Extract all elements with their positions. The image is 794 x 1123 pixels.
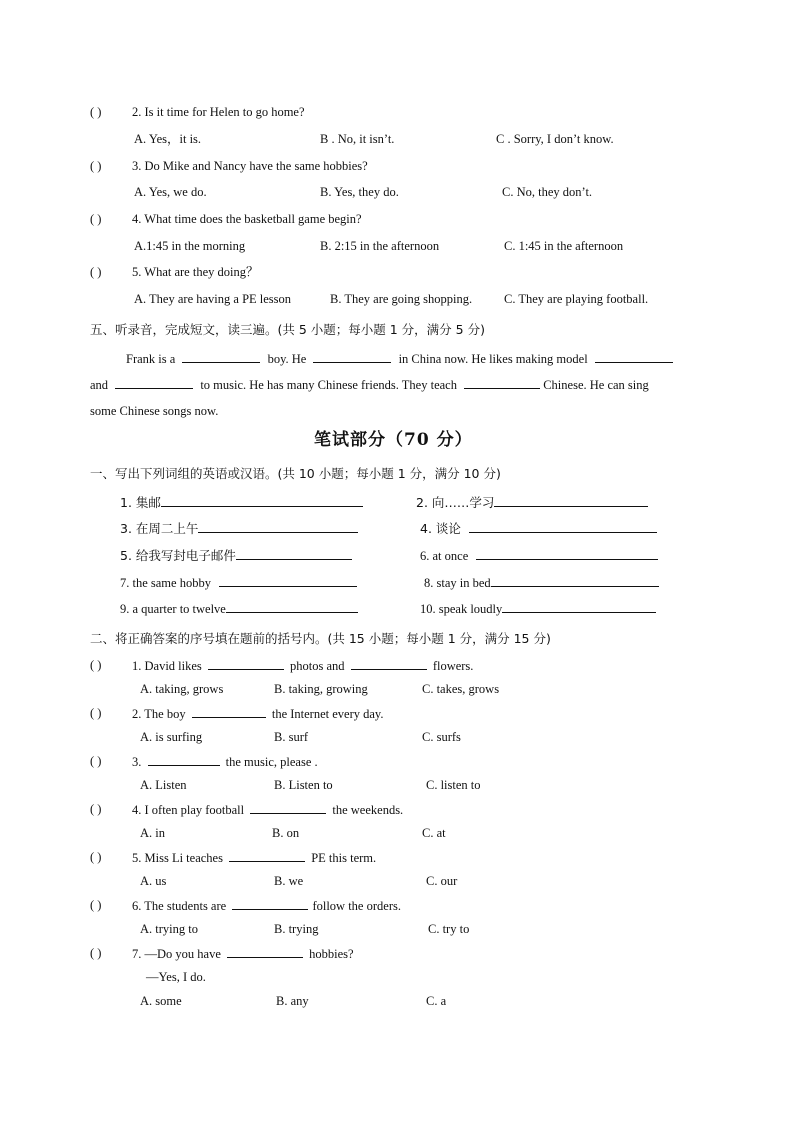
answer-blank[interactable] bbox=[227, 945, 303, 958]
vocab-item-1 bbox=[120, 494, 363, 511]
option-c: C. a bbox=[426, 994, 447, 1008]
stem-text: 3. bbox=[132, 755, 142, 769]
vocab-item-6 bbox=[420, 547, 658, 564]
section-1-heading: 一、写出下列词组的英语或汉语。(共 10 小题；每小题 1 分，满分 10 分) bbox=[90, 466, 501, 481]
option-a: A. Yes，it is. bbox=[134, 132, 202, 146]
vocab-label: 3. 在周二上午 bbox=[120, 521, 199, 536]
blank-2[interactable] bbox=[313, 350, 391, 363]
option-b: B. They are going shopping. bbox=[330, 292, 473, 306]
question-stem bbox=[132, 705, 383, 722]
stem-text: 2. The boy bbox=[132, 707, 186, 721]
answer-paren[interactable]: ( ) bbox=[90, 658, 102, 672]
option-c: C. takes, grows bbox=[422, 682, 500, 696]
option-a: A.1:45 in the morning bbox=[134, 239, 246, 253]
answer-paren[interactable]: ( ) bbox=[90, 706, 102, 720]
answer-blank[interactable] bbox=[208, 657, 284, 670]
vocab-item-7 bbox=[120, 574, 357, 591]
answer-blank[interactable] bbox=[494, 494, 648, 507]
answer-paren[interactable]: ( ) bbox=[90, 159, 102, 173]
answer-blank[interactable] bbox=[232, 897, 308, 910]
stem-text: follow the orders. bbox=[312, 899, 401, 913]
section-2-heading: 二、将正确答案的序号填在题前的括号内。(共 15 小题；每小题 1 分，满分 15 分) bbox=[90, 631, 551, 646]
passage-text: boy. He bbox=[267, 352, 307, 366]
passage-text: Chinese. He can sing bbox=[543, 378, 649, 392]
answer-blank[interactable] bbox=[476, 547, 658, 560]
option-a: A. Yes, we do. bbox=[134, 185, 207, 199]
answer-paren[interactable]: ( ) bbox=[90, 265, 102, 279]
vocab-label: 9. a quarter to twelve bbox=[120, 602, 226, 616]
vocab-label: 5. 给我写封电子邮件 bbox=[120, 548, 236, 563]
dialogue-answer: —Yes, I do. bbox=[146, 970, 206, 984]
answer-paren[interactable]: ( ) bbox=[90, 850, 102, 864]
answer-blank[interactable] bbox=[219, 574, 357, 587]
option-b: B. taking, growing bbox=[274, 682, 368, 696]
option-c: C. surfs bbox=[422, 730, 461, 744]
vocab-label: 10. speak loudly bbox=[420, 602, 503, 616]
vocab-label: 7. the same hobby bbox=[120, 576, 211, 590]
answer-blank[interactable] bbox=[148, 753, 220, 766]
blank-3[interactable] bbox=[595, 350, 673, 363]
stem-text: 1. David likes bbox=[132, 659, 202, 673]
vocab-label: 1. 集邮 bbox=[120, 495, 161, 510]
answer-paren[interactable]: ( ) bbox=[90, 802, 102, 816]
question-stem bbox=[132, 945, 354, 962]
option-b: B. Listen to bbox=[274, 778, 333, 792]
blank-5[interactable] bbox=[464, 376, 540, 389]
stem-text: photos and bbox=[290, 659, 345, 673]
question-stem bbox=[132, 897, 401, 914]
option-a: A. taking, grows bbox=[140, 682, 224, 696]
stem-text: 4. I often play football bbox=[132, 803, 245, 817]
option-b: B. we bbox=[274, 874, 304, 888]
blank-4[interactable] bbox=[115, 376, 193, 389]
answer-blank[interactable] bbox=[469, 520, 657, 533]
vocab-label: 6. at once bbox=[420, 549, 469, 563]
vocab-label: 8. stay in bed bbox=[424, 576, 491, 590]
answer-blank[interactable] bbox=[161, 494, 363, 507]
option-a: A. trying to bbox=[140, 922, 198, 936]
option-a: A. us bbox=[140, 874, 167, 888]
answer-blank[interactable] bbox=[502, 600, 656, 613]
question-text: 4. What time does the basketball game begin? bbox=[132, 212, 362, 226]
option-b: B. surf bbox=[274, 730, 309, 744]
passage-line-2 bbox=[90, 376, 649, 393]
stem-text: the music, please . bbox=[225, 755, 318, 769]
stem-text: hobbies? bbox=[309, 947, 354, 961]
vocab-item-3 bbox=[120, 520, 358, 537]
answer-paren[interactable]: ( ) bbox=[90, 754, 102, 768]
answer-paren[interactable]: ( ) bbox=[90, 898, 102, 912]
question-text: 5. What are they doing？ bbox=[132, 265, 259, 279]
answer-blank[interactable] bbox=[192, 705, 266, 718]
passage-line-1 bbox=[126, 350, 673, 367]
section-5-heading: 五、听录音，完成短文，读三遍。(共 5 小题；每小题 1 分，满分 5 分) bbox=[90, 322, 485, 337]
vocab-item-9 bbox=[120, 600, 358, 617]
question-text: 3. Do Mike and Nancy have the same hobbies? bbox=[132, 159, 368, 173]
question-text: 2. Is it time for Helen to go home? bbox=[132, 105, 305, 119]
option-c: C. our bbox=[426, 874, 458, 888]
question-stem bbox=[132, 753, 318, 770]
option-c: C. try to bbox=[428, 922, 470, 936]
vocab-item-2 bbox=[416, 494, 648, 511]
option-c: C. at bbox=[422, 826, 446, 840]
passage-line-3: some Chinese songs now. bbox=[90, 404, 219, 418]
passage-text: to music. He has many Chinese friends. They teach bbox=[200, 378, 457, 392]
answer-blank[interactable] bbox=[491, 574, 659, 587]
option-a: A. some bbox=[140, 994, 182, 1008]
vocab-item-4 bbox=[420, 520, 657, 537]
option-b: B. 2:15 in the afternoon bbox=[320, 239, 440, 253]
vocab-item-5 bbox=[120, 547, 352, 564]
passage-text: in China now. He likes making model bbox=[398, 352, 588, 366]
stem-text: 7. —Do you have bbox=[132, 947, 221, 961]
vocab-item-10 bbox=[420, 600, 656, 617]
question-stem bbox=[132, 801, 403, 818]
passage-text: and bbox=[90, 378, 109, 392]
option-a: A. They are having a PE lesson bbox=[134, 292, 292, 306]
stem-text: 5. Miss Li teaches bbox=[132, 851, 223, 865]
option-a: A. in bbox=[140, 826, 165, 840]
vocab-item-8 bbox=[424, 574, 659, 591]
stem-text: PE this term. bbox=[311, 851, 377, 865]
written-part-title: 笔试部分（70 分） bbox=[314, 430, 473, 450]
blank-1[interactable] bbox=[182, 350, 260, 363]
answer-paren[interactable]: ( ) bbox=[90, 946, 102, 960]
stem-text: flowers. bbox=[432, 659, 474, 673]
option-b: B. Yes, they do. bbox=[320, 185, 399, 199]
answer-blank[interactable] bbox=[198, 520, 358, 533]
question-stem bbox=[132, 849, 376, 866]
answer-paren[interactable]: ( ) bbox=[90, 105, 102, 119]
answer-blank[interactable] bbox=[226, 600, 358, 613]
question-stem bbox=[132, 657, 473, 674]
option-a: A. Listen bbox=[140, 778, 187, 792]
stem-text: 6. The students are bbox=[132, 899, 227, 913]
option-c: C . Sorry, I don’t know. bbox=[496, 132, 614, 146]
option-b: B. on bbox=[272, 826, 300, 840]
option-a: A. is surfing bbox=[140, 730, 203, 744]
option-c: C. No, they don’t. bbox=[502, 185, 593, 199]
stem-text: the weekends. bbox=[332, 803, 404, 817]
stem-text: the Internet every day. bbox=[271, 707, 384, 721]
vocab-label: 4. 谈论 bbox=[420, 521, 461, 536]
option-c: C. They are playing football. bbox=[504, 292, 649, 306]
option-c: C. listen to bbox=[426, 778, 481, 792]
passage-text: Frank is a bbox=[126, 352, 176, 366]
answer-blank[interactable] bbox=[236, 547, 352, 560]
answer-blank[interactable] bbox=[229, 849, 305, 862]
option-b: B . No, it isn’t. bbox=[320, 132, 395, 146]
option-b: B. any bbox=[276, 994, 309, 1008]
answer-blank[interactable] bbox=[250, 801, 326, 814]
answer-paren[interactable]: ( ) bbox=[90, 212, 102, 226]
answer-blank[interactable] bbox=[351, 657, 427, 670]
option-c: C. 1:45 in the afternoon bbox=[504, 239, 624, 253]
vocab-label: 2. 向……学习 bbox=[416, 495, 495, 510]
option-b: B. trying bbox=[274, 922, 319, 936]
